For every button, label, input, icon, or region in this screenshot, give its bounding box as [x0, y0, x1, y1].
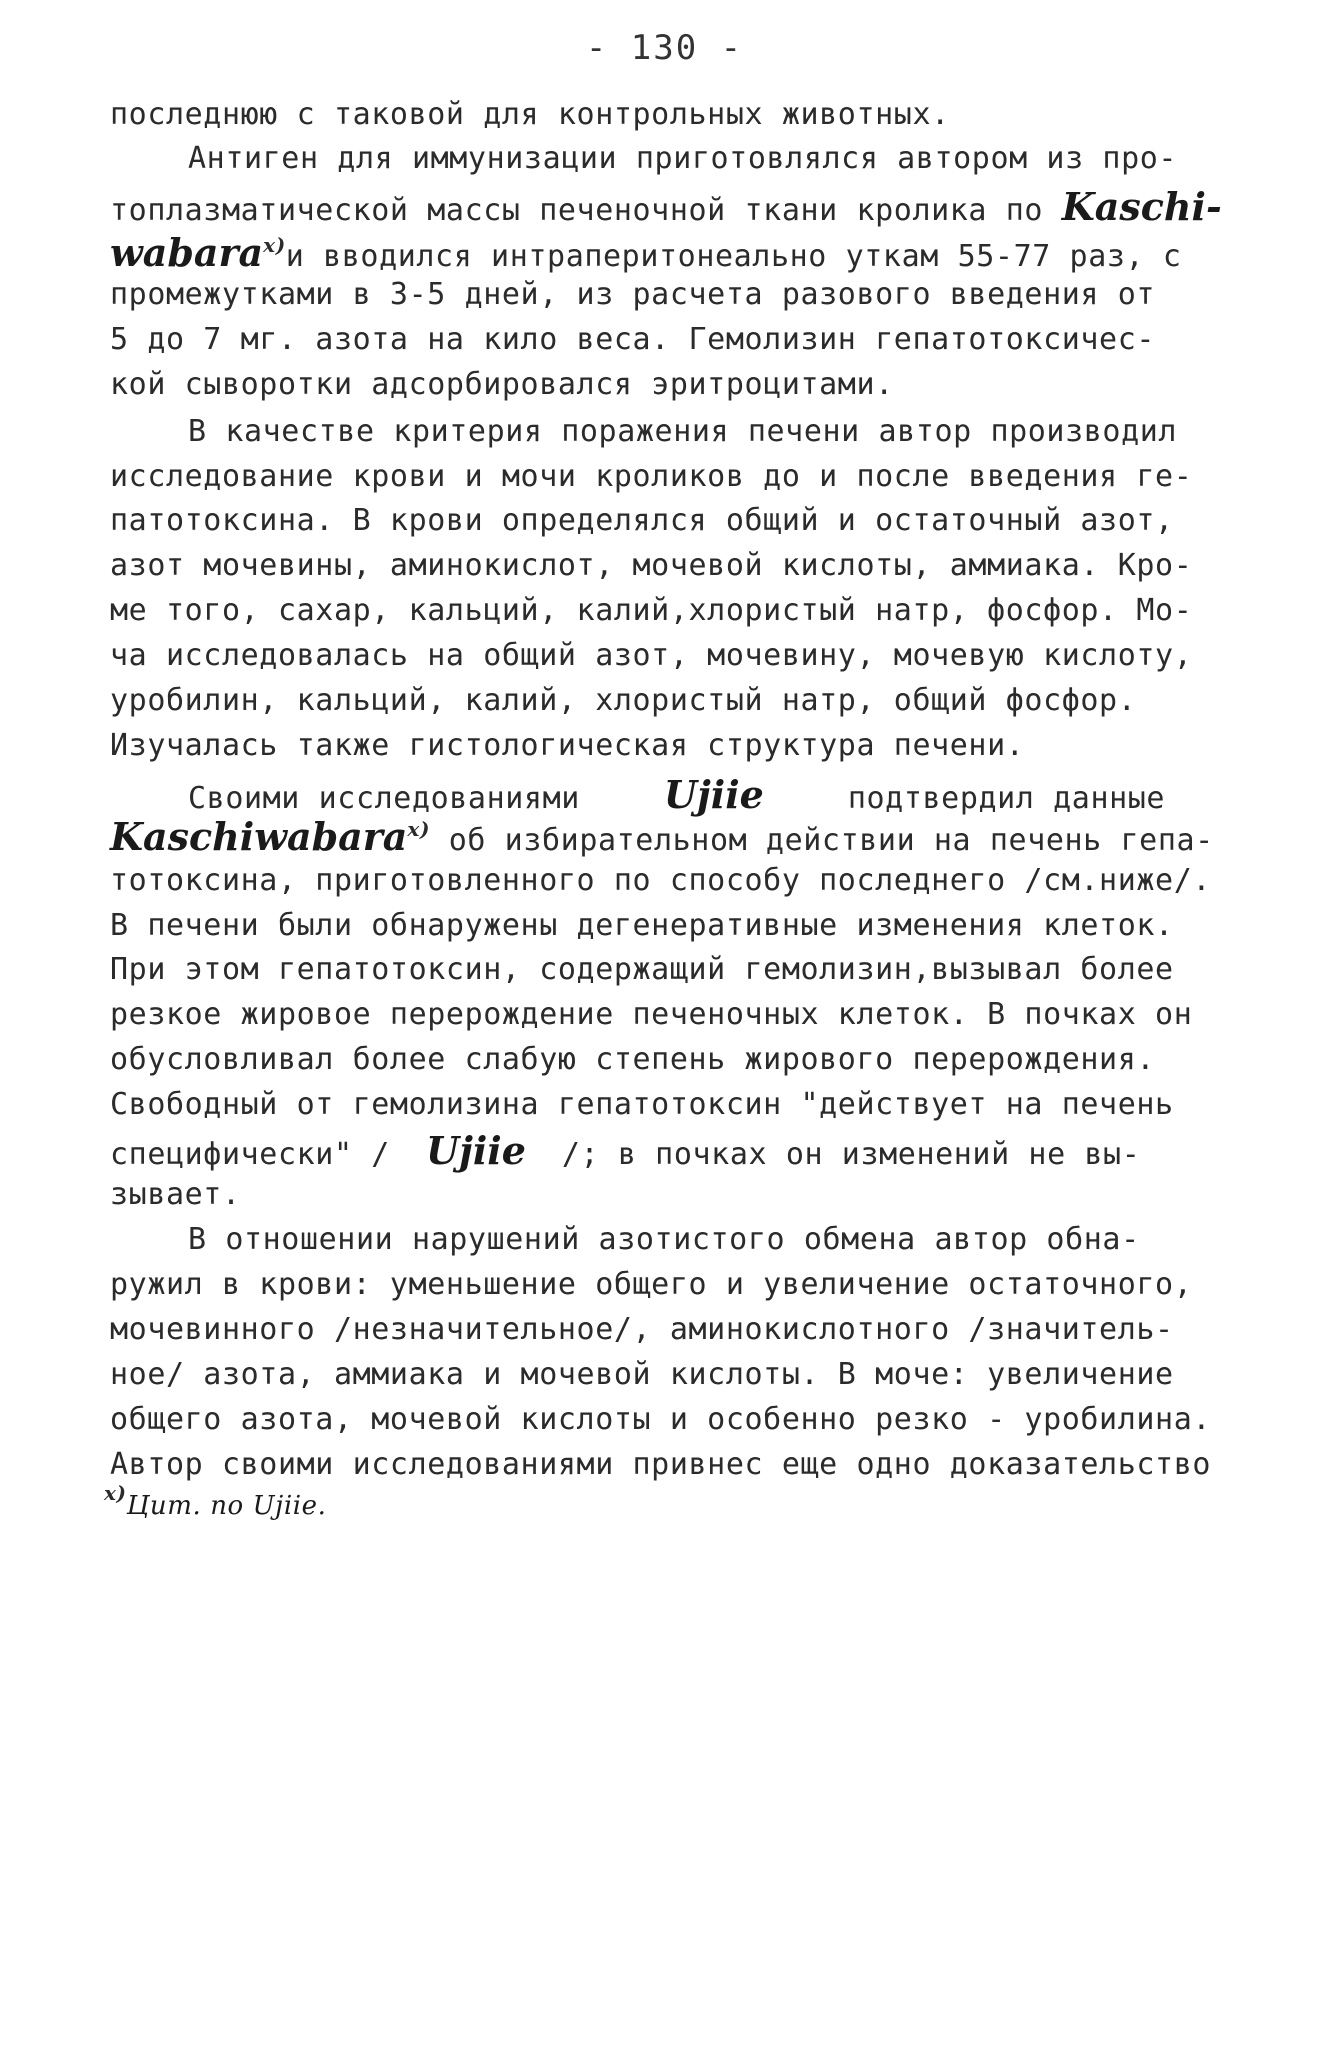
text-run: топлазматической массы печеночной ткани кролика по — [110, 193, 1044, 228]
text-run: Своими исследованиями — [188, 781, 580, 816]
text-line: резкое жировое перерождение печеночных клеток. В почках он — [110, 997, 1193, 1032]
footnote — [104, 1481, 327, 1521]
text-line: В качестве критерия поражения печени автор производил — [188, 414, 1178, 449]
text-line: азот мочевины, аминокислот, мочевой кислоты, аммиака. Кро- — [110, 548, 1193, 583]
text-line — [188, 772, 1166, 817]
text-line: ча исследовалась на общий азот, мочевину, мочевую кислоту, — [110, 638, 1193, 673]
text-run: и вводился интраперитонеально уткам 55-77 раз, с — [285, 239, 1182, 274]
footnote-text: Цит. по Ujiie. — [126, 1491, 327, 1521]
footnote-mark: x) — [263, 233, 286, 257]
handwritten-name: Ujiie — [663, 772, 764, 817]
text-line: ружил в крови: уменьшение общего и увеличение остаточного, — [110, 1267, 1193, 1302]
text-line: кой сыворотки адсорбировался эритроцитами. — [110, 367, 894, 402]
text-line: Антиген для иммунизации приготовлялся автором из про- — [188, 141, 1178, 176]
text-line: тотоксина, приготовленного по способу последнего /см.ниже/. — [110, 863, 1212, 898]
text-line: Автор своими исследованиями привнес еще одно доказательство — [110, 1447, 1212, 1482]
handwritten-name: Kaschiwabara — [110, 814, 408, 859]
text-line: 5 до 7 мг. азота на кило веса. Гемолизин гепатотоксичес- — [110, 322, 1156, 357]
handwritten-name: Kaschi- — [1061, 184, 1222, 229]
handwritten-name: wabara — [110, 230, 264, 275]
text-line: В отношении нарушений азотистого обмена автор обна- — [188, 1222, 1140, 1257]
text-line: общего азота, мочевой кислоты и особенно резко - уробилина. — [110, 1402, 1212, 1437]
text-line: последнюю с таковой для контрольных животных. — [110, 97, 950, 132]
text-line: обусловливал более слабую степень жирового перерождения. — [110, 1042, 1156, 1077]
text-run: об избирательном действии на печень гепа- — [448, 823, 1214, 858]
text-line: патотоксина. В крови определялся общий и остаточный азот, — [110, 503, 1174, 538]
text-run: /; в почках он изменений не вы- — [561, 1137, 1141, 1172]
text-line — [110, 230, 1182, 275]
text-line: промежутками в 3-5 дней, из расчета разового введения от — [110, 277, 1156, 312]
text-line: зывает. — [110, 1177, 241, 1212]
text-run: подтвердил данные — [847, 781, 1166, 816]
text-line: Свободный от гемолизина гепатотоксин "действует на печень — [110, 1087, 1174, 1122]
page-number: - 130 - — [585, 28, 744, 68]
text-line: мочевинного /незначительное/, аминокислотного /значитель- — [110, 1312, 1174, 1347]
footnote-mark: x) — [104, 1481, 127, 1505]
text-run: специфически" / — [110, 1137, 390, 1172]
text-line: Изучалась также гистологическая структура печени. — [110, 728, 1025, 763]
text-line — [110, 814, 1214, 859]
text-line: При этом гепатотоксин, содержащий гемолизин,вызывал более — [110, 952, 1174, 987]
text-line: уробилин, кальций, калий, хлористый натр, общий фосфор. — [110, 683, 1137, 718]
text-line — [110, 1128, 1141, 1173]
text-line: ное/ азота, аммиака и мочевой кислоты. В моче: увеличение — [110, 1357, 1174, 1392]
text-line: исследование крови и мочи кроликов до и после введения ге- — [110, 459, 1193, 494]
footnote-mark: x) — [407, 817, 431, 841]
text-line: ме того, сахар, кальций, калий,хлористый натр, фосфор. Мо- — [110, 593, 1193, 628]
text-line — [110, 184, 1222, 229]
text-line: В печени были обнаружены дегенеративные изменения клеток. — [110, 908, 1174, 943]
handwritten-name: Ujiie — [425, 1128, 526, 1173]
